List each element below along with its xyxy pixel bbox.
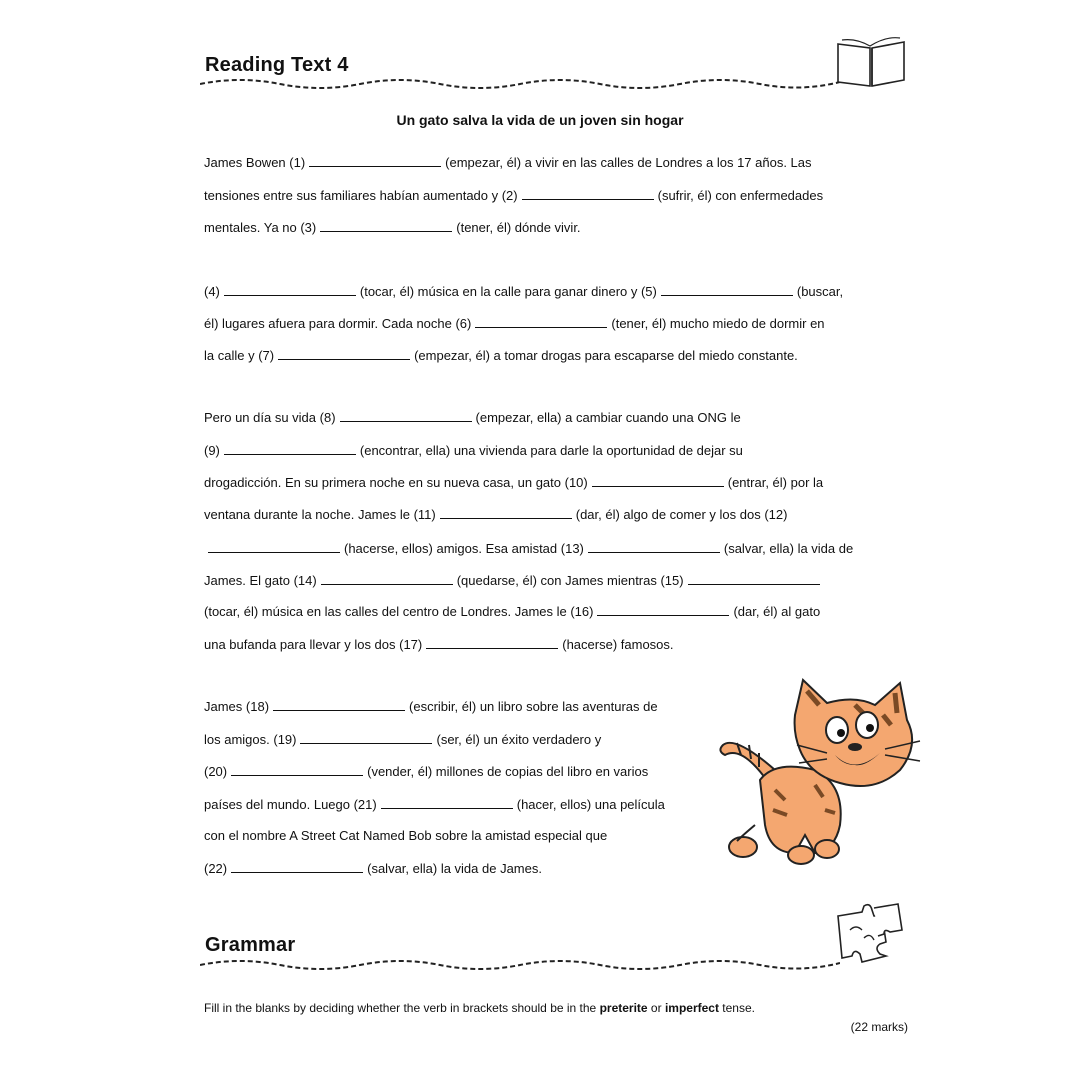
answer-blank[interactable] bbox=[231, 763, 363, 776]
wavy-divider bbox=[200, 74, 840, 92]
wavy-divider bbox=[200, 955, 840, 973]
text-segment: (empezar, él) a tomar drogas para escaparse del miedo constante. bbox=[414, 348, 798, 363]
story-title: Un gato salva la vida de un joven sin hogar bbox=[396, 112, 684, 128]
text-segment: (entrar, él) por la bbox=[727, 475, 824, 490]
answer-blank[interactable] bbox=[224, 283, 356, 296]
answer-blank[interactable] bbox=[426, 636, 558, 649]
text-segment: la calle y (7) bbox=[204, 348, 275, 363]
section-title-grammar: Grammar bbox=[205, 934, 296, 956]
text-line bbox=[204, 572, 824, 589]
text-line bbox=[204, 828, 607, 844]
text-segment: (tener, él) dónde vivir. bbox=[456, 220, 581, 235]
text-line bbox=[204, 154, 812, 171]
text-segment: (dar, él) algo de comer y los dos (12) bbox=[575, 507, 788, 522]
text-segment: mentales. Ya no (3) bbox=[204, 220, 317, 235]
text-line bbox=[204, 283, 843, 300]
text-segment: (sufrir, él) con enfermedades bbox=[657, 188, 824, 203]
text-line bbox=[204, 506, 787, 523]
text-line bbox=[204, 796, 665, 813]
text-segment: James Bowen (1) bbox=[204, 155, 306, 170]
text-segment: (hacerse, ellos) amigos. Esa amistad (13) bbox=[344, 541, 584, 556]
text-segment: una bufanda para llevar y los dos (17) bbox=[204, 637, 423, 652]
answer-blank[interactable] bbox=[688, 572, 820, 585]
text-segment: (tener, él) mucho miedo de dormir en bbox=[611, 316, 825, 331]
text-segment: los amigos. (19) bbox=[204, 732, 297, 747]
text-line bbox=[204, 698, 658, 715]
answer-blank[interactable] bbox=[208, 540, 340, 553]
text-line bbox=[204, 763, 648, 780]
text-segment: (hacerse) famosos. bbox=[562, 637, 674, 652]
answer-blank[interactable] bbox=[273, 698, 405, 711]
text-line bbox=[204, 603, 820, 620]
text-segment: (20) bbox=[204, 764, 228, 779]
answer-blank[interactable] bbox=[522, 187, 654, 200]
answer-blank[interactable] bbox=[381, 796, 513, 809]
text-line bbox=[204, 409, 741, 426]
text-line bbox=[204, 540, 853, 557]
text-segment: (escribir, él) un libro sobre las aventuras de bbox=[409, 699, 658, 714]
text-segment: (encontrar, ella) una vivienda para darle la oportunidad de dejar su bbox=[359, 443, 743, 458]
open-book-icon bbox=[834, 36, 908, 88]
answer-blank[interactable] bbox=[661, 283, 793, 296]
text-segment: Pero un día su vida (8) bbox=[204, 410, 336, 425]
text-line bbox=[204, 442, 743, 459]
text-segment: (vender, él) millones de copias del libro en varios bbox=[367, 764, 649, 779]
text-segment: (empezar, ella) a cambiar cuando una ONG le bbox=[475, 410, 741, 425]
answer-blank[interactable] bbox=[231, 860, 363, 873]
answer-blank[interactable] bbox=[588, 540, 720, 553]
text-segment: (salvar, ella) la vida de bbox=[723, 541, 854, 556]
answer-blank[interactable] bbox=[321, 572, 453, 585]
answer-blank[interactable] bbox=[440, 506, 572, 519]
answer-blank[interactable] bbox=[340, 409, 472, 422]
text-line bbox=[204, 315, 825, 332]
answer-blank[interactable] bbox=[309, 154, 441, 167]
section-title-reading: Reading Text 4 bbox=[205, 54, 349, 76]
text-segment: tensiones entre sus familiares habían aumentado y (2) bbox=[204, 188, 518, 203]
text-segment: (quedarse, él) con James mientras (15) bbox=[456, 573, 684, 588]
text-segment: (hacer, ellos) una película bbox=[516, 797, 665, 812]
text-segment: (4) bbox=[204, 284, 220, 299]
answer-blank[interactable] bbox=[592, 474, 724, 487]
text-line bbox=[204, 474, 823, 491]
cartoon-cat-icon bbox=[715, 675, 930, 870]
puzzle-pieces-icon bbox=[834, 902, 904, 966]
text-segment: (buscar, bbox=[796, 284, 844, 299]
text-line bbox=[204, 860, 542, 877]
text-segment: (22) bbox=[204, 861, 228, 876]
text-segment: con el nombre A Street Cat Named Bob sobre la amistad especial que bbox=[204, 828, 608, 843]
text-segment: países del mundo. Luego (21) bbox=[204, 797, 377, 812]
keyword-imperfect: imperfect bbox=[664, 1001, 719, 1015]
answer-blank[interactable] bbox=[597, 603, 729, 616]
text-segment: (salvar, ella) la vida de James. bbox=[367, 861, 542, 876]
text-segment: (ser, él) un éxito verdadero y bbox=[436, 732, 602, 747]
text-line bbox=[204, 731, 601, 748]
keyword-preterite: preterite bbox=[599, 1001, 648, 1015]
text-line bbox=[204, 219, 581, 236]
answer-blank[interactable] bbox=[320, 219, 452, 232]
answer-blank[interactable] bbox=[278, 347, 410, 360]
text-line bbox=[204, 636, 674, 653]
text-line bbox=[204, 347, 798, 364]
text-line bbox=[204, 187, 823, 204]
answer-blank[interactable] bbox=[224, 442, 356, 455]
text-segment: (empezar, él) a vivir en las calles de Londres a los 17 años. Las bbox=[445, 155, 812, 170]
answer-blank[interactable] bbox=[300, 731, 432, 744]
instruction-text: Fill in the blanks by deciding whether the verb in brackets should be in the preterite or imperfect tense. bbox=[204, 1001, 755, 1015]
text-segment: drogadicción. En su primera noche en su nueva casa, un gato (10) bbox=[204, 475, 588, 490]
text-segment: (tocar, él) música en las calles del centro de Londres. James le (16) bbox=[204, 604, 594, 619]
text-segment: ventana durante la noche. James le (11) bbox=[204, 507, 436, 522]
text-segment: (tocar, él) música en la calle para ganar dinero y (5) bbox=[359, 284, 657, 299]
text-segment: (dar, él) al gato bbox=[733, 604, 821, 619]
answer-blank[interactable] bbox=[475, 315, 607, 328]
text-segment: James (18) bbox=[204, 699, 270, 714]
text-segment: James. El gato (14) bbox=[204, 573, 317, 588]
text-segment: (9) bbox=[204, 443, 220, 458]
text-segment: él) lugares afuera para dormir. Cada noche (6) bbox=[204, 316, 472, 331]
marks-label: (22 marks) bbox=[850, 1020, 908, 1034]
